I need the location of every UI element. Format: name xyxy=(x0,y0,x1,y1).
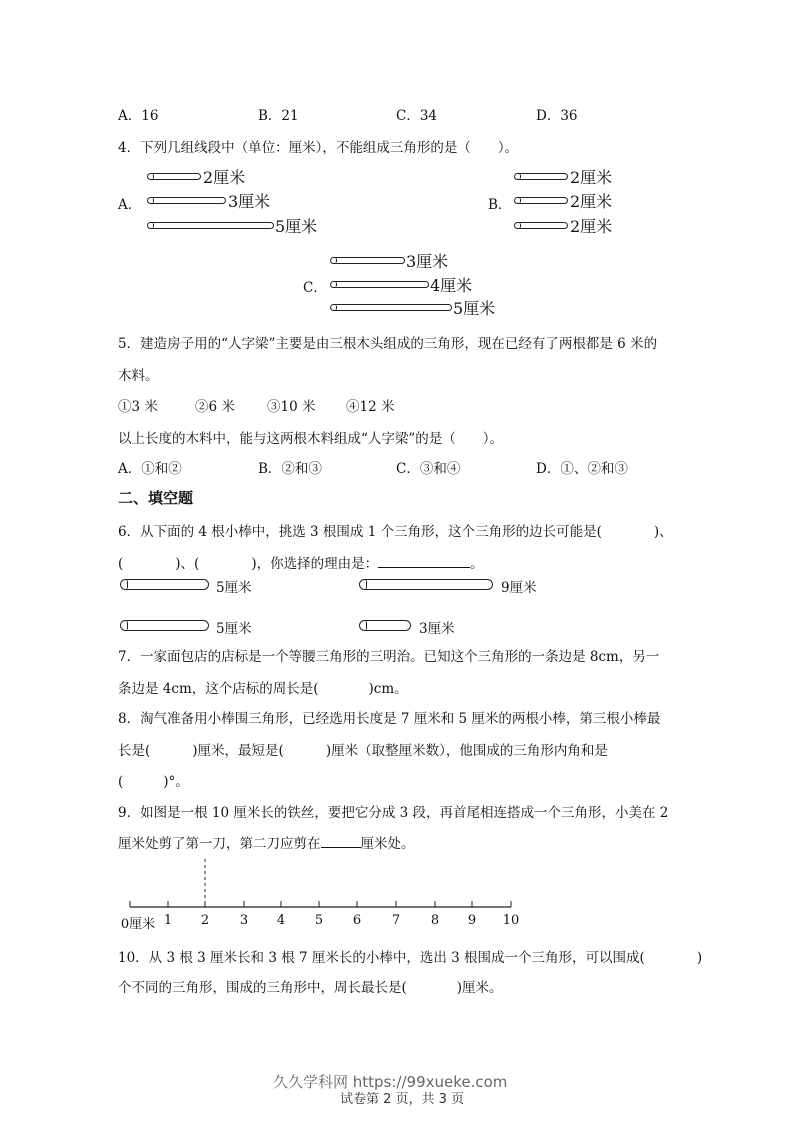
q8-line3-b: )°。 xyxy=(163,774,189,790)
q5-option-b: B．②和③ xyxy=(258,461,322,477)
ruler-label-9: 9 xyxy=(467,913,477,928)
q4a-label-3: 3厘米 xyxy=(228,192,271,211)
watermark: 久久学科网 https://99xueke.com xyxy=(273,1073,508,1091)
q4b-label-3: 2厘米 xyxy=(570,217,613,236)
section-title: 二、填空题 xyxy=(118,489,194,507)
q7-line2-end: )cm。 xyxy=(368,681,408,697)
q5-line3: 以上长度的木料中，能与这两根木料组成“人字梁”的是（ ）。 xyxy=(118,431,504,447)
q5-line2: 木料。 xyxy=(118,368,159,384)
ruler-label-8: 8 xyxy=(430,913,440,928)
q4a-stick-5 xyxy=(147,222,274,229)
q6-stick-label-2: 9厘米 xyxy=(501,580,537,596)
q4c-label-5: 5厘米 xyxy=(453,299,496,318)
q8-line3 xyxy=(118,770,189,790)
ruler-label-0: 0厘米 xyxy=(120,917,156,932)
q4c-stick-5 xyxy=(330,304,452,311)
q7-line1: 7．一家面包店的店标是一个等腰三角形的三明治。已知这个三角形的一条边是 8cm，另一 xyxy=(118,649,660,665)
q6-line1-text: 6．从下面的 4 根小棒中，挑选 3 根围成 1 个三角形，这个三角形的边长可能是( xyxy=(118,524,602,540)
q4b-stick-1 xyxy=(514,173,568,180)
q4c-label-3: 3厘米 xyxy=(406,252,449,271)
q10-line2-b: )厘米。 xyxy=(456,980,503,996)
q5-line1: 5．建造房子用的“人字梁”主要是由三根木头组成的三角形，现在已经有了两根都是 6 米的 xyxy=(118,336,658,352)
ruler-label-1: 1 xyxy=(163,913,173,928)
q4-option-a-letter: A． xyxy=(118,197,142,213)
q8-line3-a: ( xyxy=(118,774,124,790)
q9-line2-a: 厘米处剪了第一刀，第二刀应剪在 xyxy=(118,836,321,852)
q6-line1-end: )、 xyxy=(653,524,673,540)
q5-item-3: ③10 米 xyxy=(267,399,316,415)
q8-line2 xyxy=(118,739,608,759)
q4b-label-1: 2厘米 xyxy=(570,168,613,187)
ruler-label-5: 5 xyxy=(314,913,324,928)
q8-line2-a: 长是( xyxy=(118,743,151,759)
q4-option-b-letter: B． xyxy=(488,197,512,213)
q4a-label-5: 5厘米 xyxy=(275,217,318,236)
q7-line2-text: 条边是 4cm，这个店标的周长是( xyxy=(118,681,319,697)
q4c-stick-3 xyxy=(330,257,405,264)
q6-stick-label-3: 5厘米 xyxy=(216,621,252,637)
q10-line2 xyxy=(118,976,503,996)
q6-period: 。 xyxy=(470,556,484,572)
q4b-stick-2 xyxy=(514,197,568,204)
ruler-label-3: 3 xyxy=(239,913,249,928)
q5-option-a: A．①和② xyxy=(118,461,182,477)
q8-line2-b: )厘米，最短是( xyxy=(192,743,284,759)
q6-reason-label: )，你选择的理由是： xyxy=(251,556,379,572)
q4c-label-4: 4厘米 xyxy=(430,276,473,295)
ruler-label-7: 7 xyxy=(391,913,401,928)
q5-item-4: ④12 米 xyxy=(346,399,395,415)
q10-line1-a: 10．从 3 根 3 厘米长和 3 根 7 厘米长的小棒中，选出 3 根围成一个三角形，可以围成( xyxy=(118,950,645,966)
q6-stick-1 xyxy=(120,579,209,590)
q10-line2-a: 个不同的三角形，围成的三角形中，周长最长是( xyxy=(118,980,407,996)
q6-stick-label-4: 3厘米 xyxy=(419,621,455,637)
q3-option-a: A．16 xyxy=(118,108,159,124)
page-footer: 试卷第 2 页，共 3 页 xyxy=(340,1092,465,1107)
q6-stick-label-1: 5厘米 xyxy=(216,580,252,596)
q4-stem: 4．下列几组线段中（单位：厘米），不能组成三角形的是（ ）。 xyxy=(118,140,519,156)
q6-paren-1: ( xyxy=(118,556,124,572)
q9-line1: 9．如图是一根 10 厘米长的铁丝，要把它分成 3 段，再首尾相连搭成一个三角形，小美在 2 xyxy=(118,805,669,821)
ruler-label-4: 4 xyxy=(276,913,286,928)
q7-line2 xyxy=(118,677,408,697)
q3-option-d: D．36 xyxy=(536,108,578,124)
ruler-ticks xyxy=(130,901,511,907)
q4a-stick-2 xyxy=(147,173,201,180)
q5-option-d: D．①、②和③ xyxy=(536,461,628,477)
q4-option-c-letter: C． xyxy=(303,280,327,296)
q6-line2 xyxy=(118,552,484,572)
ruler-label-6: 6 xyxy=(352,913,362,928)
q3-option-b: B．21 xyxy=(258,108,299,124)
q4c-stick-4 xyxy=(330,281,429,288)
q4a-stick-3 xyxy=(147,197,226,204)
q4b-stick-3 xyxy=(514,222,568,229)
q5-item-2: ②6 米 xyxy=(195,399,235,415)
q3-option-c: C．34 xyxy=(396,108,438,124)
wire-ruler xyxy=(0,855,793,915)
q10-line1 xyxy=(118,946,702,966)
q8-line1: 8．淘气准备用小棒围三角形，已经选用长度是 7 厘米和 5 厘米的两根小棒，第三根小棒最 xyxy=(118,711,661,727)
q6-line1 xyxy=(118,520,673,540)
q4b-label-2: 2厘米 xyxy=(570,192,613,211)
q9-line2-b: 厘米处。 xyxy=(360,836,415,852)
q5-item-1: ①3 米 xyxy=(118,399,158,415)
ruler-label-2: 2 xyxy=(200,913,210,928)
q6-stick-2 xyxy=(359,579,493,590)
q4a-label-2: 2厘米 xyxy=(203,168,246,187)
ruler-label-10: 10 xyxy=(502,913,520,928)
q6-stick-3 xyxy=(120,620,209,631)
q9-blank xyxy=(321,835,361,848)
q6-stick-4 xyxy=(359,620,411,631)
q5-option-c: C．③和④ xyxy=(396,461,461,477)
q6-reason-blank xyxy=(378,555,470,568)
q8-line2-c: )厘米（取整厘米数），他围成的三角形内角和是 xyxy=(325,743,608,759)
q10-line1-b: ) xyxy=(696,950,703,966)
q9-line2 xyxy=(118,832,415,852)
q6-paren-2: )、( xyxy=(175,556,200,572)
